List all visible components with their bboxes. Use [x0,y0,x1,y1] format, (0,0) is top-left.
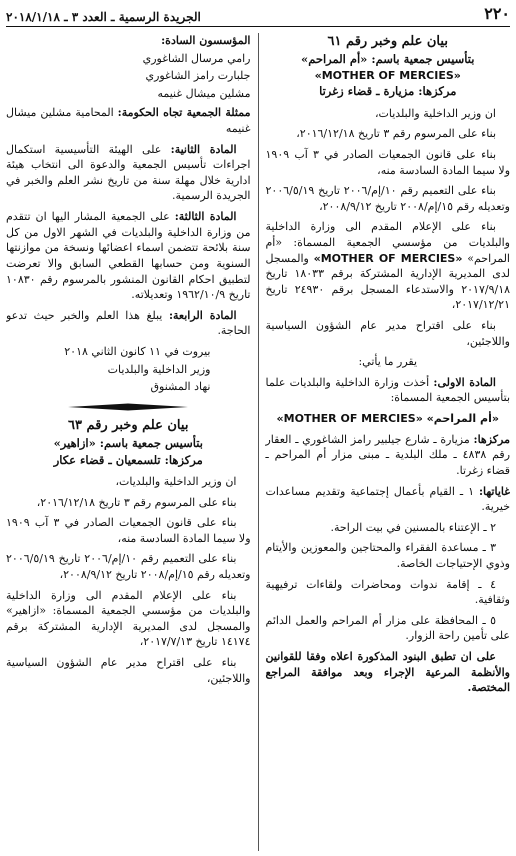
section-divider [6,403,251,411]
notice-63-p5: بناء على الإعلام المقدم الى وزارة الداخلية والبلديات من مؤسسي الجمعية المسماة: «ازاهير» والمسجل لدى المديرية الإدارية المشتركة برقم ١٤١٧٤ تاريخ ٢٠١٧/٧/١٣، [6,588,251,649]
notice-61-goal-4: ٤ ـ إقامة ندوات ومحاضرات ولقاءات ترفيهية وثقافية. [265,577,510,607]
notice-61-p6: بناء على اقتراح مدير عام الشؤون السياسية واللاجئين، [265,319,510,348]
notice-61-decides: يقرر ما يأتي: [358,355,418,369]
notice-61-goal-1 [266,484,511,515]
goal-1-text: ١ ـ القيام بأعمال إجتماعية وتقديم مساعدات خيرية. [265,484,510,514]
divider-ornament-icon [68,403,188,411]
notice-61-p1: ان وزير الداخلية والبلديات، [374,106,496,120]
right-column [258,33,511,851]
notice-63-subtitle: بتأسيس جمعية باسم: «ازاهير» [53,436,203,451]
signature-block [6,344,211,395]
hq-text: مزيارة ـ شارع جيلبير رامز الشاغوري ـ العقار رقم ٤٨٣٨ ـ ملك البلدية ـ مبنى مزار أم المراحم ـ قضاء زغرتا. [265,432,510,477]
notice-61-p2: بناء على المرسوم رقم ٣ تاريخ ٢٠١٦/١٢/١٨، [296,127,496,141]
article-4-label: المادة الرابعة: [168,308,237,322]
founders-list [6,51,251,102]
notice-61-subtitle: بتأسيس جمعية باسم: «أم المراحم» [301,52,475,67]
notice-61-p5-b: والمسجل لدى المديرية الإدارية المشتركة برقم ١٨٠٣٣ تاريخ ٢٠١٧/٩/١٨ والاستدعاء المسجل برقم ٢٤٩٣٠ تاريخ ٢٠١٧/١٢/٢١، [265,251,510,312]
founder-name: جلبارت رامز الشاغوري [145,69,251,83]
article-3 [6,209,251,303]
article-4-text: يبلغ هذا العلم والخبر حيث تدعو الحاجة. [6,308,251,338]
article-2 [6,142,251,204]
government-representative [6,105,251,136]
notice-61-goal-2: ٢ ـ الإعتناء بالمسنين في بيت الراحة. [330,520,496,534]
representative-text: المحامية مشلين ميشال غنيمه [6,106,251,136]
founders-title: المؤسسون السادة: [161,34,251,47]
columns [6,33,510,851]
notice-61-p4: بناء على التعميم رقم ١٠/إم/٢٠٠٦ تاريخ ٢٠٠٦/٥/١٩ وتعديله رقم ١٥/إم/٢٠٠٨ تاريخ ٢٠٠٨/٩/١٢، [265,184,510,213]
goals-label: غاياتها: [478,484,510,498]
notice-63-p6: بناء على اقتراح مدير عام الشؤون السياسية واللاجئين، [6,656,251,685]
notice-61-hq [266,432,511,479]
article-3-label: المادة الثالثة: [174,210,237,224]
article-2-label: المادة الثانية: [170,142,237,156]
publication-header: الجريدة الرسمية ـ العدد ٣ ـ ٢٠١٨/١/١٨ [6,9,201,24]
hq-label: مركزها: [473,432,510,446]
notice-61-goal-3: ٣ ـ مساعدة الفقراء والمحتاجين والمعوزين والأيتام وذوي الإحتياجات الخاصة. [265,541,510,570]
notice-61-p3: بناء على قانون الجمعيات الصادر في ٣ آب ١٩٠٩ ولا سيما المادة السادسة منه، [265,147,510,177]
founder-name: رامي مرسال الشاغوري [142,51,251,65]
notice-63-p3: بناء على قانون الجمعيات الصادر في ٣ آب ١٩٠٩ ولا سيما المادة السادسة منه، [6,516,251,545]
notice-61-location: مركزها: مزيارة ـ قضاء زغرتا [319,84,457,99]
notice-61-goal-5: ٥ ـ المحافظة على مزار أم المراحم والعمل الدائم على تأمين راحة الزوار. [265,613,510,643]
page-number: ٢٢٠ [484,4,510,24]
left-column [6,33,258,851]
signature-title: وزير الداخلية والبلديات [107,362,211,376]
notice-61-p5-a: بناء على الإعلام المقدم الى وزارة الداخلية والبلديات من مؤسسي الجمعية المسماة: «أم المراحم» [265,220,510,265]
notice-63-p2: بناء على المرسوم رقم ٣ تاريخ ٢٠١٦/١٢/١٨، [36,495,237,509]
notice-61-final-clause: على ان تطبق البنود المذكورة اعلاه وفقا للقوانين والأنظمة المرعية الإجراء وبعد موافقة المراجع المختصة. [265,650,510,695]
notice-61-latin-name: «MOTHER OF MERCIES» [314,68,461,82]
notice-63-p1: ان وزير الداخلية والبلديات، [115,474,237,488]
article-3-text: على الجمعية المشار اليها ان تتقدم من وزارة الداخلية والبلديات في الشهر الاول من كل سنة بلائحة تتضمن اسماء اعضائها ونسخة من موازنتها السنوية ومن حسابها القطعي السابق والا تعرضت لتطبيق احكام القانون المنشور بالمرسوم رقم ١٠٨٣٠ تاريخ ١٩٦٢/١٠/٩ وتعديلاته. [6,210,251,302]
page-header [6,4,510,27]
notice-63-location: مركزها: تلسمعيان ـ قضاء عكار [53,452,203,467]
article-4 [6,308,251,339]
article-1-label: المادة الاولى: [433,375,496,389]
notice-61-article-1 [266,375,511,406]
notice-61-p5 [266,219,511,313]
signature-date: بيروت في ١١ كانون الثاني ٢٠١٨ [64,344,211,358]
notice-61-article-1-name: «أم المراحم» «MOTHER OF MERCIES» [276,412,499,426]
article-2-text: على الهيئة التأسيسية استكمال اجراءات تأسيس الجمعية والدعوة الى انتخاب هيئة ادارية خلال مهلة سنة من تاريخ نشر العلم والخبر في الجريدة الرسمية. [6,142,251,203]
notice-63-title: بيان علم وخبر رقم ٦٣ [68,417,189,433]
representative-label: ممثلة الجمعية تجاه الحكومة: [117,106,251,120]
signature-name: نهاد المشنوق [150,380,211,394]
founder-name: مشلين ميشال غنيمه [157,86,251,100]
notice-61-p5-latin: «MOTHER OF MERCIES» [313,251,463,265]
notice-61-title: بيان علم وخبر رقم ٦١ [327,34,448,49]
article-1-text: أخذت وزارة الداخلية والبلديات علما بتأسيس الجمعية المسماة: [265,375,510,405]
notice-63-p4: بناء على التعميم رقم ١٠/إم/٢٠٠٦ تاريخ ٢٠٠٦/٥/١٩ وتعديله رقم ١٥/إم/٢٠٠٨ تاريخ ٢٠٠٨/٩/١٢، [6,552,251,581]
